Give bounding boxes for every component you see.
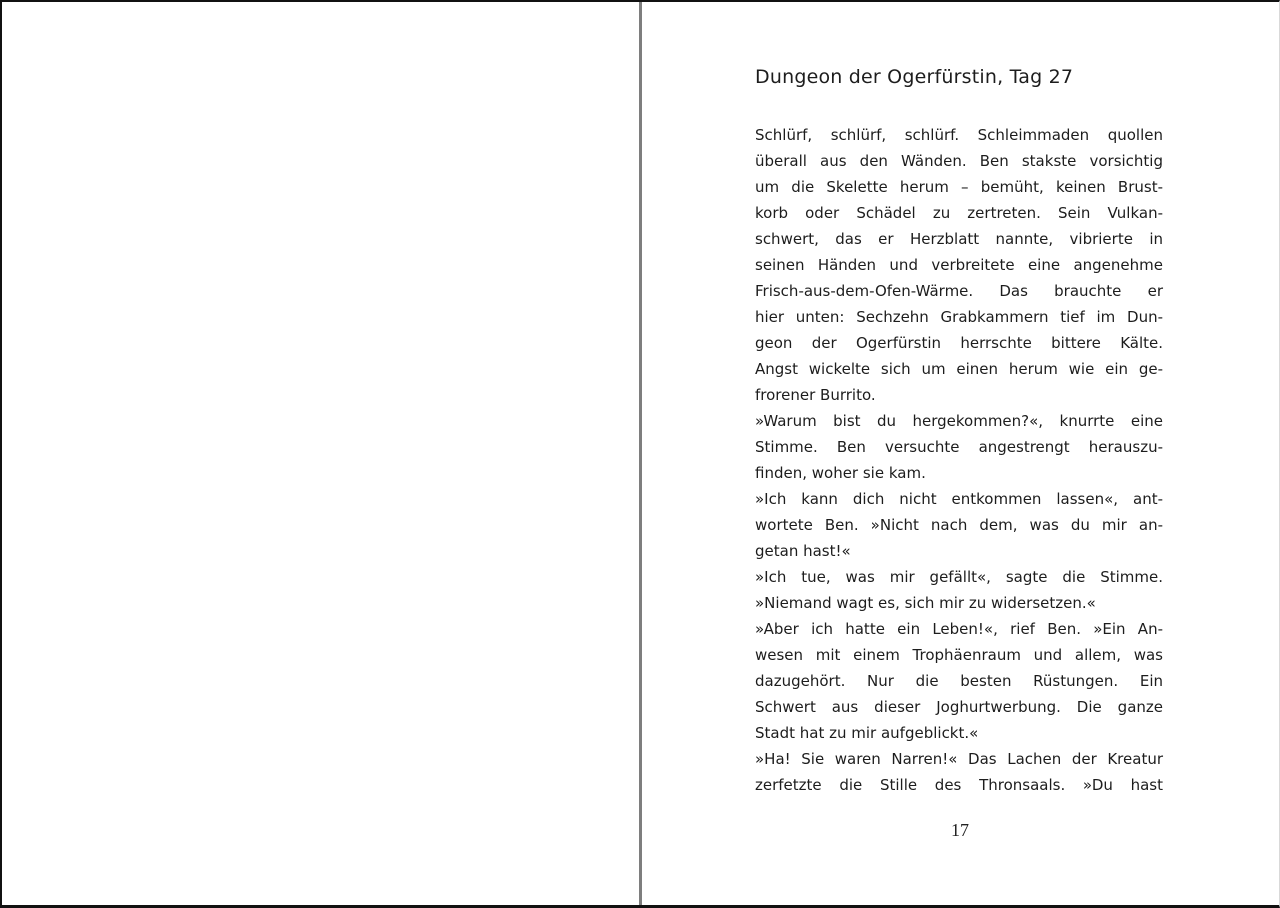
body-text-line: korb oder Schädel zu zertreten. Sein Vulkan- [755,204,1163,222]
body-text-line: wesen mit einem Trophäenraum und allem, was [755,646,1163,664]
body-text-line: getan hast!« [755,542,851,560]
body-text-line: geon der Ogerfürstin herrschte bittere Kälte. [755,334,1163,352]
body-text-line: Stimme. Ben versuchte angestrengt herauszu- [755,438,1163,456]
body-text-line: »Aber ich hatte ein Leben!«, rief Ben. »Ein An- [755,620,1163,638]
body-text-line: Schwert aus dieser Joghurtwerbung. Die ganze [755,698,1163,716]
body-text-line: dazugehört. Nur die besten Rüstungen. Ein [755,672,1163,690]
body-text-line: hier unten: Sechzehn Grabkammern tief im Dun- [755,308,1163,326]
body-text-line: »Niemand wagt es, sich mir zu widersetzen.« [755,594,1096,612]
body-text-line: wortete Ben. »Nicht nach dem, was du mir an- [755,516,1163,534]
page-number: 17 [951,820,969,840]
body-text-line: um die Skelette herum – bemüht, keinen Brust- [755,178,1163,196]
body-text-line: Schlürf, schlürf, schlürf. Schleimmaden quollen [755,126,1163,144]
body-text-line: Stadt hat zu mir aufgeblickt.« [755,724,979,742]
body-text-line: frorener Burrito. [755,386,876,404]
body-text-line: »Ich tue, was mir gefällt«, sagte die Stimme. [755,568,1163,586]
body-text-line: überall aus den Wänden. Ben stakste vorsichtig [755,152,1163,170]
body-text-line: seinen Händen und verbreitete eine angenehme [755,256,1163,274]
body-text-line: schwert, das er Herzblatt nannte, vibrierte in [755,230,1163,248]
body-text-line: Frisch-aus-dem-Ofen-Wärme. Das brauchte er [755,282,1163,300]
body-text-line: Angst wickelte sich um einen herum wie ein ge- [755,360,1163,378]
body-text-line: zerfetzte die Stille des Thronsaals. »Du hast [755,776,1163,794]
body-text-line: finden, woher sie kam. [755,464,926,482]
body-text-line: »Warum bist du hergekommen?«, knurrte eine [755,412,1163,430]
text-block [755,64,1163,798]
body-text-line: »Ich kann dich nicht entkommen lassen«, ant- [755,490,1163,508]
chapter-heading: Dungeon der Ogerfürstin, Tag 27 [755,66,1074,88]
body-text-line: »Ha! Sie waren Narren!« Das Lachen der Kreatur [755,750,1163,768]
page-gutter-divider [639,0,642,908]
right-page [640,0,1280,908]
